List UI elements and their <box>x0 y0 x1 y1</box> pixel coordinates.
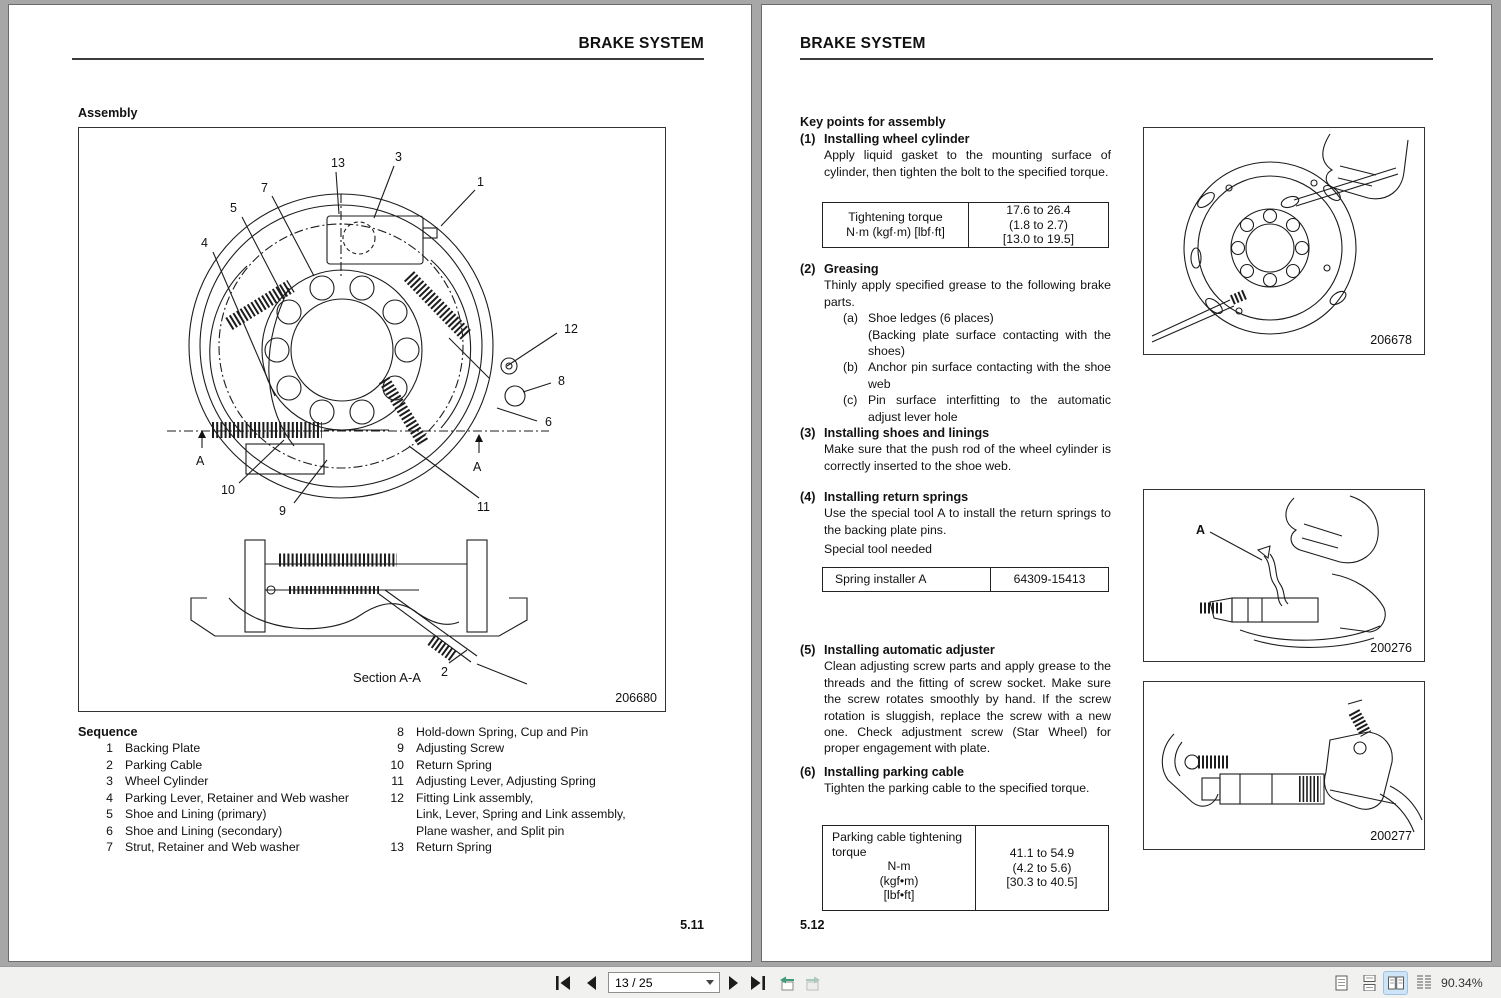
callout-8: 8 <box>558 374 565 388</box>
torque-table-value-cell <box>969 203 1108 247</box>
sequence-item-number: 11 <box>391 774 404 789</box>
section-title: Installing shoes and linings <box>824 426 990 440</box>
torque-table-label-cell <box>823 203 969 247</box>
last-page-button[interactable] <box>747 973 767 993</box>
section-body: Tighten the parking cable to the specified torque. <box>824 781 1090 796</box>
section-number: (5) <box>800 643 816 657</box>
sequence-item-label: Link, Lever, Spring and Link assembly, <box>416 807 626 822</box>
cable-value-line: (4.2 to 5.6) <box>1012 860 1072 875</box>
page-number: 5.12 <box>800 918 825 932</box>
sub-item-text: Pin surface interfitting to the automatic adjust lever hole <box>868 393 1111 424</box>
callout-11: 11 <box>477 500 490 514</box>
section-2 <box>800 261 1111 425</box>
first-page-button[interactable] <box>554 973 574 993</box>
next-view-button[interactable] <box>803 973 825 993</box>
section-number: (4) <box>800 490 816 504</box>
header-rule <box>800 58 1433 60</box>
page-title: BRAKE SYSTEM <box>578 35 704 52</box>
section-caption: Section A-A <box>353 670 421 685</box>
sequence-item-number: 5 <box>106 807 113 822</box>
figure-installing-return-springs <box>1143 489 1425 662</box>
first-page-icon <box>555 976 573 990</box>
section-6 <box>800 764 1111 797</box>
tightening-torque-table <box>822 202 1109 248</box>
sequence-item-label: Shoe and Lining (primary) <box>125 807 267 822</box>
sequence-item-number <box>376 823 404 839</box>
sequence-item-label: Return Spring <box>416 840 492 855</box>
sub-item-letter: (c) <box>843 393 858 408</box>
section-number: (6) <box>800 765 816 779</box>
torque-value-line: [13.0 to 19.5] <box>1002 232 1075 247</box>
sequence-item-label: Parking Lever, Retainer and Web washer <box>125 790 349 805</box>
figure-installing-wheel-cylinder <box>1143 127 1425 355</box>
section-body: Thinly apply specified grease to the following brake parts. <box>824 278 1111 309</box>
zoom-level: 90.34% <box>1441 976 1483 990</box>
callout-1: 1 <box>477 175 484 189</box>
continuous-layout-button[interactable] <box>1358 972 1381 994</box>
sequence-item-label: Return Spring <box>416 757 492 772</box>
sequence-item-number: 6 <box>106 823 113 838</box>
torque-label-line: N·m (kgf·m) [lbf·ft] <box>846 225 945 239</box>
sequence-item-label: Adjusting Screw <box>416 741 505 756</box>
section-4 <box>800 489 1111 538</box>
cable-label-line: Parking cable tightening <box>832 830 963 844</box>
hub-bolt-holes <box>265 276 419 424</box>
section-1 <box>800 131 1111 180</box>
callout-12: 12 <box>564 322 578 336</box>
section-number: (2) <box>800 262 816 276</box>
cable-value-line: 41.1 to 54.9 <box>1009 846 1075 861</box>
callout-13: 13 <box>331 156 345 170</box>
two-page-continuous-layout-icon <box>1416 975 1432 991</box>
section-title: Installing return springs <box>824 490 969 504</box>
previous-view-button[interactable] <box>775 973 797 993</box>
manual-page-left <box>8 4 752 962</box>
section-a-a-drawing <box>191 540 527 684</box>
sequence-item-label: Shoe and Lining (secondary) <box>125 823 283 838</box>
sequence-item-label: Wheel Cylinder <box>125 774 209 789</box>
two-page-continuous-layout-button[interactable] <box>1412 972 1435 994</box>
previous-page-icon <box>584 976 598 990</box>
assembly-diagram-figure <box>78 127 666 712</box>
last-page-icon <box>748 976 766 990</box>
single-page-layout-icon <box>1334 975 1349 991</box>
section-number: (3) <box>800 426 816 440</box>
callout-5: 5 <box>230 201 237 215</box>
callout-6: 6 <box>545 415 552 429</box>
callout-2: 2 <box>441 665 448 679</box>
figure-number-200277: 200277 <box>1370 829 1412 843</box>
figure-number-206678: 206678 <box>1370 333 1412 347</box>
assembly-heading: Assembly <box>78 106 138 120</box>
cable-label-line: [lbf•ft] <box>883 888 915 903</box>
cable-table-label-cell <box>823 826 976 910</box>
cable-value-line: [30.3 to 40.5] <box>1006 875 1078 890</box>
section-title: Installing parking cable <box>824 765 964 779</box>
special-tool-note: Special tool needed <box>824 542 933 556</box>
cable-label-line: torque <box>832 844 867 859</box>
sequence-title: Sequence <box>78 725 138 739</box>
cut-label-a-right: A <box>473 460 482 474</box>
page-number: 5.11 <box>680 918 704 932</box>
figure-number-200276: 200276 <box>1370 641 1412 655</box>
next-page-button[interactable] <box>724 973 744 993</box>
sequence-item-number: 4 <box>106 790 113 805</box>
torque-label-line: Tightening torque <box>848 210 943 225</box>
previous-page-button[interactable] <box>581 973 601 993</box>
previous-view-icon <box>776 974 796 992</box>
parking-cable-torque-table <box>822 825 1109 911</box>
cut-label-a-left: A <box>196 454 205 468</box>
sequence-item-number: 8 <box>397 725 404 739</box>
sequence-item-label: Backing Plate <box>125 741 201 756</box>
sequence-item-number: 9 <box>397 741 404 756</box>
callout-4: 4 <box>201 236 208 250</box>
header-rule <box>72 58 704 60</box>
next-page-icon <box>727 976 741 990</box>
sub-item-letter: (b) <box>843 360 859 375</box>
sequence-item-label: Fitting Link assembly, <box>416 790 534 805</box>
sequence-item-label: Adjusting Lever, Adjusting Spring <box>416 774 596 789</box>
drum-brake-assembly-diagram <box>79 128 664 710</box>
sequence-item-number: 1 <box>106 741 113 756</box>
sequence-item-label: Strut, Retainer and Web washer <box>125 840 300 855</box>
torque-value-line: 17.6 to 26.4 <box>1006 203 1071 218</box>
section-title: Installing automatic adjuster <box>824 643 995 657</box>
section-3 <box>800 425 1111 474</box>
pdf-viewer-toolbar <box>0 966 1501 998</box>
sequence-item-label: Hold-down Spring, Cup and Pin <box>416 725 589 739</box>
manual-page-right <box>761 4 1492 962</box>
figure-number-206680: 206680 <box>615 691 657 705</box>
figure-automatic-adjuster <box>1143 681 1425 850</box>
two-page-layout-button[interactable] <box>1384 972 1407 994</box>
sequence-item-label: Plane washer, and Split pin <box>416 823 565 838</box>
callout-10: 10 <box>221 483 235 497</box>
sequence-item-number: 13 <box>390 840 404 855</box>
continuous-layout-icon <box>1362 975 1377 991</box>
sub-item-text: Shoe ledges (6 places) (Backing plate surface contacting with the shoes) <box>868 311 1111 359</box>
next-view-icon <box>804 974 824 992</box>
sub-item-letter: (a) <box>843 311 859 326</box>
section-title: Installing wheel cylinder <box>824 132 970 146</box>
sequence-item-number: 2 <box>106 757 113 772</box>
single-page-layout-button[interactable] <box>1330 972 1353 994</box>
tool-name-cell: Spring installer A <box>823 568 991 591</box>
two-page-layout-icon <box>1388 975 1404 991</box>
section-number: (1) <box>800 132 816 146</box>
sub-item-text: Anchor pin surface contacting with the shoe web <box>868 360 1111 391</box>
cable-label-line: N-m <box>887 859 911 874</box>
tool-part-number-cell: 64309-15413 <box>1013 572 1086 587</box>
sequence-item-number: 3 <box>106 774 113 789</box>
sequence-item-number: 12 <box>390 790 404 805</box>
section-body: Make sure that the push rod of the wheel cylinder is correctly inserted to the shoe web. <box>824 442 1111 473</box>
section-5 <box>800 642 1111 757</box>
torque-value-line: (1.8 to 2.7) <box>1009 217 1068 232</box>
sequence-item-number <box>376 806 404 822</box>
section-body: Clean adjusting screw parts and apply grease to the threads and the fitting of screw socket. Make sure the screw rotates smoothly by hand. If the screw rotation is sluggish, replace the screw with a new one. Check adjustment screw (Star Wheel) for proper engagement with plate. <box>824 659 1111 756</box>
callout-9: 9 <box>279 504 286 518</box>
sequence-item-label: Parking Cable <box>125 757 203 772</box>
section-body: Apply liquid gasket to the mounting surface of cylinder, then tighten the bolt to the specified torque. <box>824 148 1111 179</box>
sequence-item-number: 7 <box>106 840 113 855</box>
key-points-heading: Key points for assembly <box>800 115 946 129</box>
cable-label-line: (kgf•m) <box>879 873 919 888</box>
cable-table-value-cell <box>976 826 1108 910</box>
page-indicator-input[interactable] <box>608 972 720 993</box>
special-tool-table <box>822 567 1109 592</box>
section-title: Greasing <box>824 262 879 276</box>
page-title: BRAKE SYSTEM <box>800 35 926 52</box>
sequence-item-number: 10 <box>390 757 404 772</box>
sequence-list <box>78 724 678 856</box>
callout-3: 3 <box>395 150 402 164</box>
callout-7: 7 <box>261 181 268 195</box>
section-body: Use the special tool A to install the return springs to the backing plate pins. <box>824 506 1111 537</box>
tool-a-annotation: A <box>1196 523 1206 537</box>
